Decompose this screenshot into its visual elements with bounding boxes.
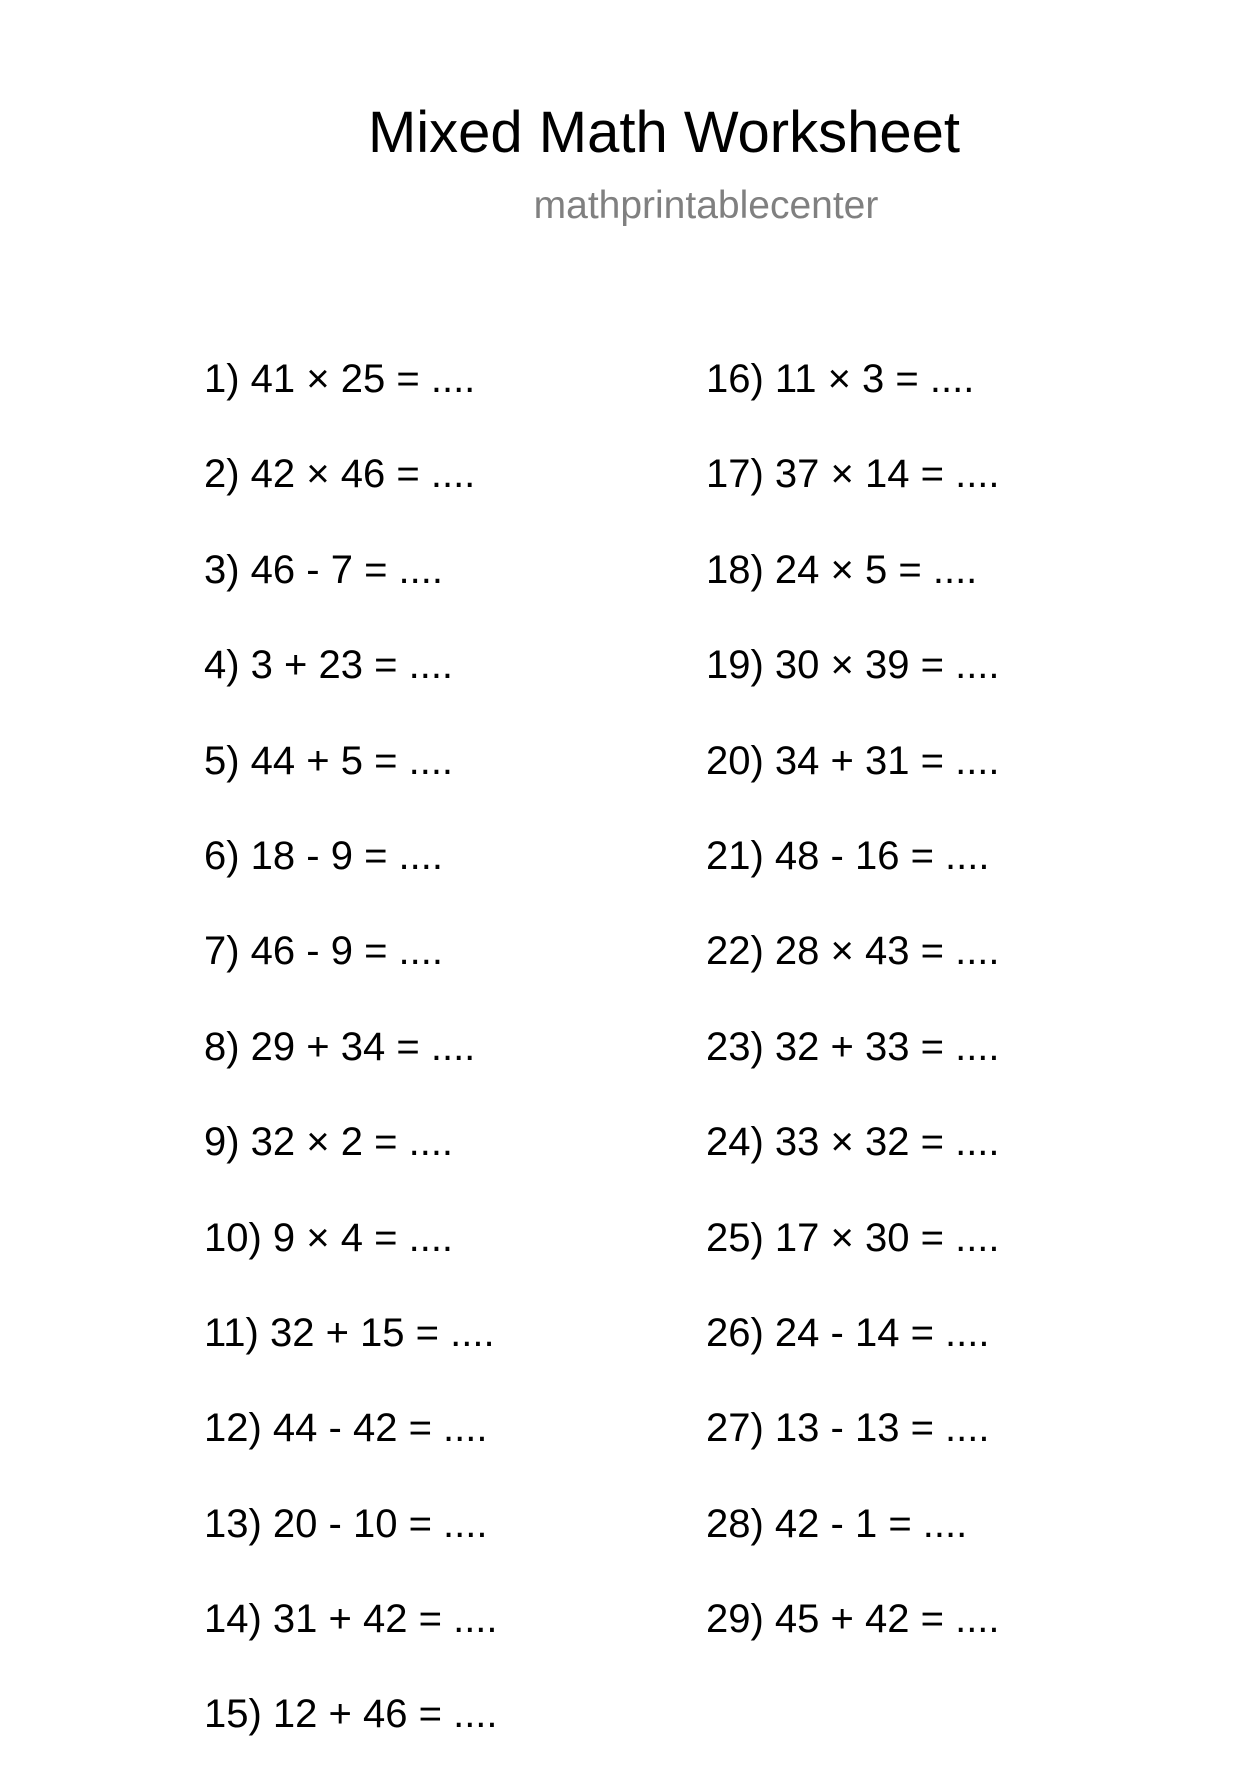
worksheet-source: mathprintablecenter bbox=[533, 184, 879, 227]
math-problem: 5) 44 + 5 = .... bbox=[204, 738, 454, 783]
math-problem: 8) 29 + 34 = .... bbox=[204, 1024, 476, 1069]
math-problem: 10) 9 × 4 = .... bbox=[204, 1215, 454, 1260]
math-problem: 15) 12 + 46 = .... bbox=[204, 1692, 498, 1737]
math-problem: 25) 17 × 30 = .... bbox=[706, 1215, 1000, 1260]
math-problem: 2) 42 × 46 = .... bbox=[204, 452, 476, 497]
math-problem: 22) 28 × 43 = .... bbox=[706, 929, 1000, 974]
math-problem: 28) 42 - 1 = .... bbox=[706, 1501, 968, 1546]
math-problem: 6) 18 - 9 = .... bbox=[204, 833, 444, 878]
math-problem: 20) 34 + 31 = .... bbox=[706, 738, 1000, 783]
math-problem: 1) 41 × 25 = .... bbox=[204, 357, 476, 401]
math-problem: 26) 24 - 14 = .... bbox=[706, 1310, 990, 1355]
math-problem: 9) 32 × 2 = .... bbox=[204, 1120, 454, 1165]
math-problem: 3) 46 - 7 = .... bbox=[204, 547, 444, 592]
math-problem: 23) 32 + 33 = .... bbox=[706, 1024, 1000, 1069]
math-problem: 7) 46 - 9 = .... bbox=[204, 929, 444, 974]
math-problem: 11) 32 + 15 = .... bbox=[204, 1310, 495, 1355]
math-problem: 18) 24 × 5 = .... bbox=[706, 547, 978, 592]
math-problem: 17) 37 × 14 = .... bbox=[706, 452, 1000, 497]
math-problem: 16) 11 × 3 = .... bbox=[706, 357, 975, 401]
math-problem: 24) 33 × 32 = .... bbox=[706, 1120, 1000, 1165]
problems-column-right bbox=[706, 355, 1000, 1690]
math-problem: 12) 44 - 42 = .... bbox=[204, 1406, 488, 1451]
worksheet-title: Mixed Math Worksheet bbox=[367, 100, 961, 165]
math-problem: 19) 30 × 39 = .... bbox=[706, 643, 1000, 688]
math-problem: 4) 3 + 23 = .... bbox=[204, 643, 454, 688]
math-problem: 29) 45 + 42 = .... bbox=[706, 1597, 1000, 1642]
math-problem: 21) 48 - 16 = .... bbox=[706, 833, 990, 878]
problems-column-left bbox=[204, 355, 498, 1786]
math-problem: 27) 13 - 13 = .... bbox=[706, 1406, 990, 1451]
math-problem: 14) 31 + 42 = .... bbox=[204, 1597, 498, 1642]
math-problem: 13) 20 - 10 = .... bbox=[204, 1501, 488, 1546]
